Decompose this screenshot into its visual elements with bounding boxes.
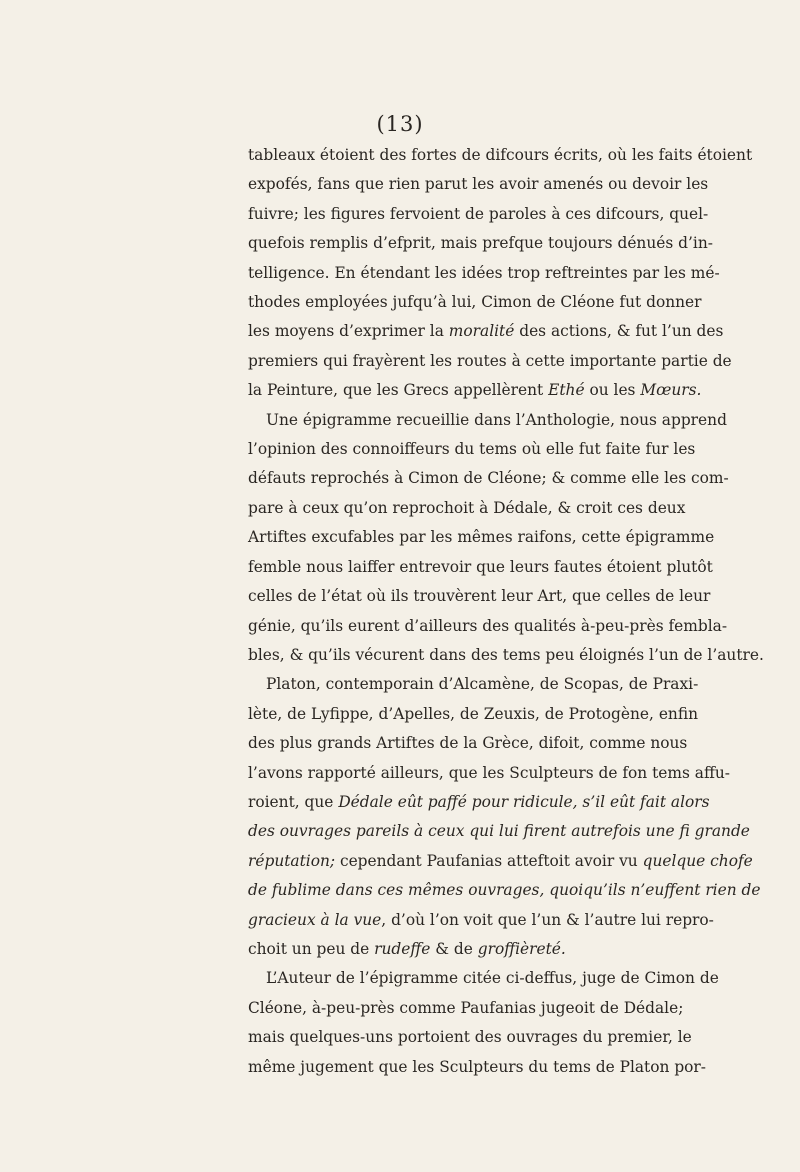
line-text: Cléone, à-peu-près comme Paufanias jugeoit de Dédale; xyxy=(248,998,684,1017)
text-line xyxy=(248,817,750,846)
line-text: cependant Paufanias atteftoit avoir vu xyxy=(335,851,643,870)
line-text: thodes employées jufqu’à lui, Cimon de Cléone fut donner xyxy=(248,293,702,312)
text-line xyxy=(248,259,720,288)
italic-text: réputation; xyxy=(248,851,336,870)
line-text: expofés, fans que rien parut les avoir amenés ou devoir les xyxy=(248,175,709,194)
text-line xyxy=(248,464,729,493)
text-line xyxy=(248,906,714,935)
text-line xyxy=(248,876,761,905)
line-text: lète, de Lyfippe, d’Apelles, de Zeuxis, de Protogène, enfin xyxy=(248,704,699,723)
line-text: Platon, contemporain d’Alcamène, de Scopas, de Praxi- xyxy=(266,675,699,694)
body-text xyxy=(248,141,764,1082)
line-text: ou les xyxy=(584,381,641,400)
line-text: choit un peu de xyxy=(248,939,375,958)
text-line xyxy=(248,347,732,376)
italic-text: Ethé xyxy=(548,381,585,400)
text-line xyxy=(248,170,709,199)
text-line xyxy=(248,288,702,317)
line-text: L’Auteur de l’épigramme citée ci-deffus, juge de Cimon de xyxy=(266,969,719,988)
line-text: la Peinture, que les Grecs appellèrent xyxy=(248,381,549,400)
text-line xyxy=(248,935,673,964)
text-line xyxy=(248,406,727,435)
text-line xyxy=(248,200,709,229)
text-line xyxy=(248,759,731,788)
line-text: pare à ceux qu’on reprochoit à Dédale, & croit ces deux xyxy=(248,498,686,517)
text-line xyxy=(248,670,699,699)
italic-text: quelque chofe xyxy=(642,851,753,870)
italic-text: rudeffe xyxy=(374,939,431,958)
text-line xyxy=(248,494,686,523)
italic-text: des ouvrages pareils à ceux qui lui firent autrefois une fi grande xyxy=(248,822,750,841)
line-text: l’avons rapporté ailleurs, que les Sculpteurs de fon tems affu- xyxy=(248,763,731,782)
text-line xyxy=(248,700,699,729)
italic-text: groffièreté. xyxy=(477,939,566,958)
line-text: femble nous laiffer entrevoir que leurs fautes étoient plutôt xyxy=(248,557,713,576)
italic-text: moralité xyxy=(448,322,515,341)
text-line xyxy=(248,641,764,670)
text-line xyxy=(248,1053,706,1082)
line-text: des plus grands Artiftes de la Grèce, difoit, comme nous xyxy=(248,734,688,753)
line-text: , d’où l’on voit que l’un & l’autre lui repro- xyxy=(381,910,714,929)
text-line xyxy=(248,612,728,641)
line-text: des actions, & fut l’un des xyxy=(514,322,724,341)
text-line xyxy=(248,994,684,1023)
text-line xyxy=(248,729,688,758)
line-text: l’opinion des connoiffeurs du tems où elle fut faite fur les xyxy=(248,440,696,459)
italic-text: de fublime dans ces mêmes ouvrages, quoiqu’ils n’euffent rien de xyxy=(248,881,761,900)
text-line xyxy=(248,1023,692,1052)
line-text: génie, qu’ils eurent d’ailleurs des qualités à-peu-près fembla- xyxy=(248,616,728,635)
line-text: telligence. En étendant les idées trop reftreintes par les mé- xyxy=(248,263,720,282)
line-text: roient, que xyxy=(248,792,339,811)
line-text: & de xyxy=(430,939,478,958)
line-text: Une épigramme recueillie dans l’Anthologie, nous apprend xyxy=(266,410,727,429)
text-line xyxy=(248,964,719,993)
line-text: même jugement que les Sculpteurs du tems de Platon por- xyxy=(248,1057,706,1076)
line-text: quefois remplis d’efprit, mais prefque toujours dénués d’in- xyxy=(248,234,713,253)
italic-text: Mœurs. xyxy=(640,381,702,400)
text-line xyxy=(248,317,724,346)
line-text: tableaux étoient des fortes de difcours écrits, où les faits étoient xyxy=(248,146,753,164)
line-text: bles, & qu’ils vécurent dans des tems peu éloignés l’un de l’autre. xyxy=(248,645,764,664)
text-line xyxy=(248,141,753,170)
page-number: (13) xyxy=(376,112,424,136)
text-line xyxy=(248,523,715,552)
italic-text: Dédale eût paffé pour ridicule, s’il eût fait alors xyxy=(338,792,710,811)
text-line xyxy=(248,788,710,817)
text-line xyxy=(248,553,713,582)
text-line xyxy=(248,847,753,876)
line-text: défauts reprochés à Cimon de Cléone; & comme elle les com- xyxy=(248,469,729,488)
italic-text: gracieux à la vue xyxy=(248,910,382,929)
text-line xyxy=(248,435,696,464)
line-text: Artiftes excufables par les mêmes raifons, cette épigramme xyxy=(248,528,715,547)
line-text: les moyens d’exprimer la xyxy=(248,322,449,341)
text-line xyxy=(248,376,702,405)
text-line xyxy=(248,582,711,611)
line-text: mais quelques-uns portoient des ouvrages du premier, le xyxy=(248,1028,692,1047)
line-text: premiers qui frayèrent les routes à cette importante partie de xyxy=(248,351,732,370)
line-text: celles de l’état où ils trouvèrent leur Art, que celles de leur xyxy=(248,587,711,606)
line-text: fuivre; les figures fervoient de paroles à ces difcours, quel- xyxy=(248,204,709,223)
text-line xyxy=(248,229,713,258)
